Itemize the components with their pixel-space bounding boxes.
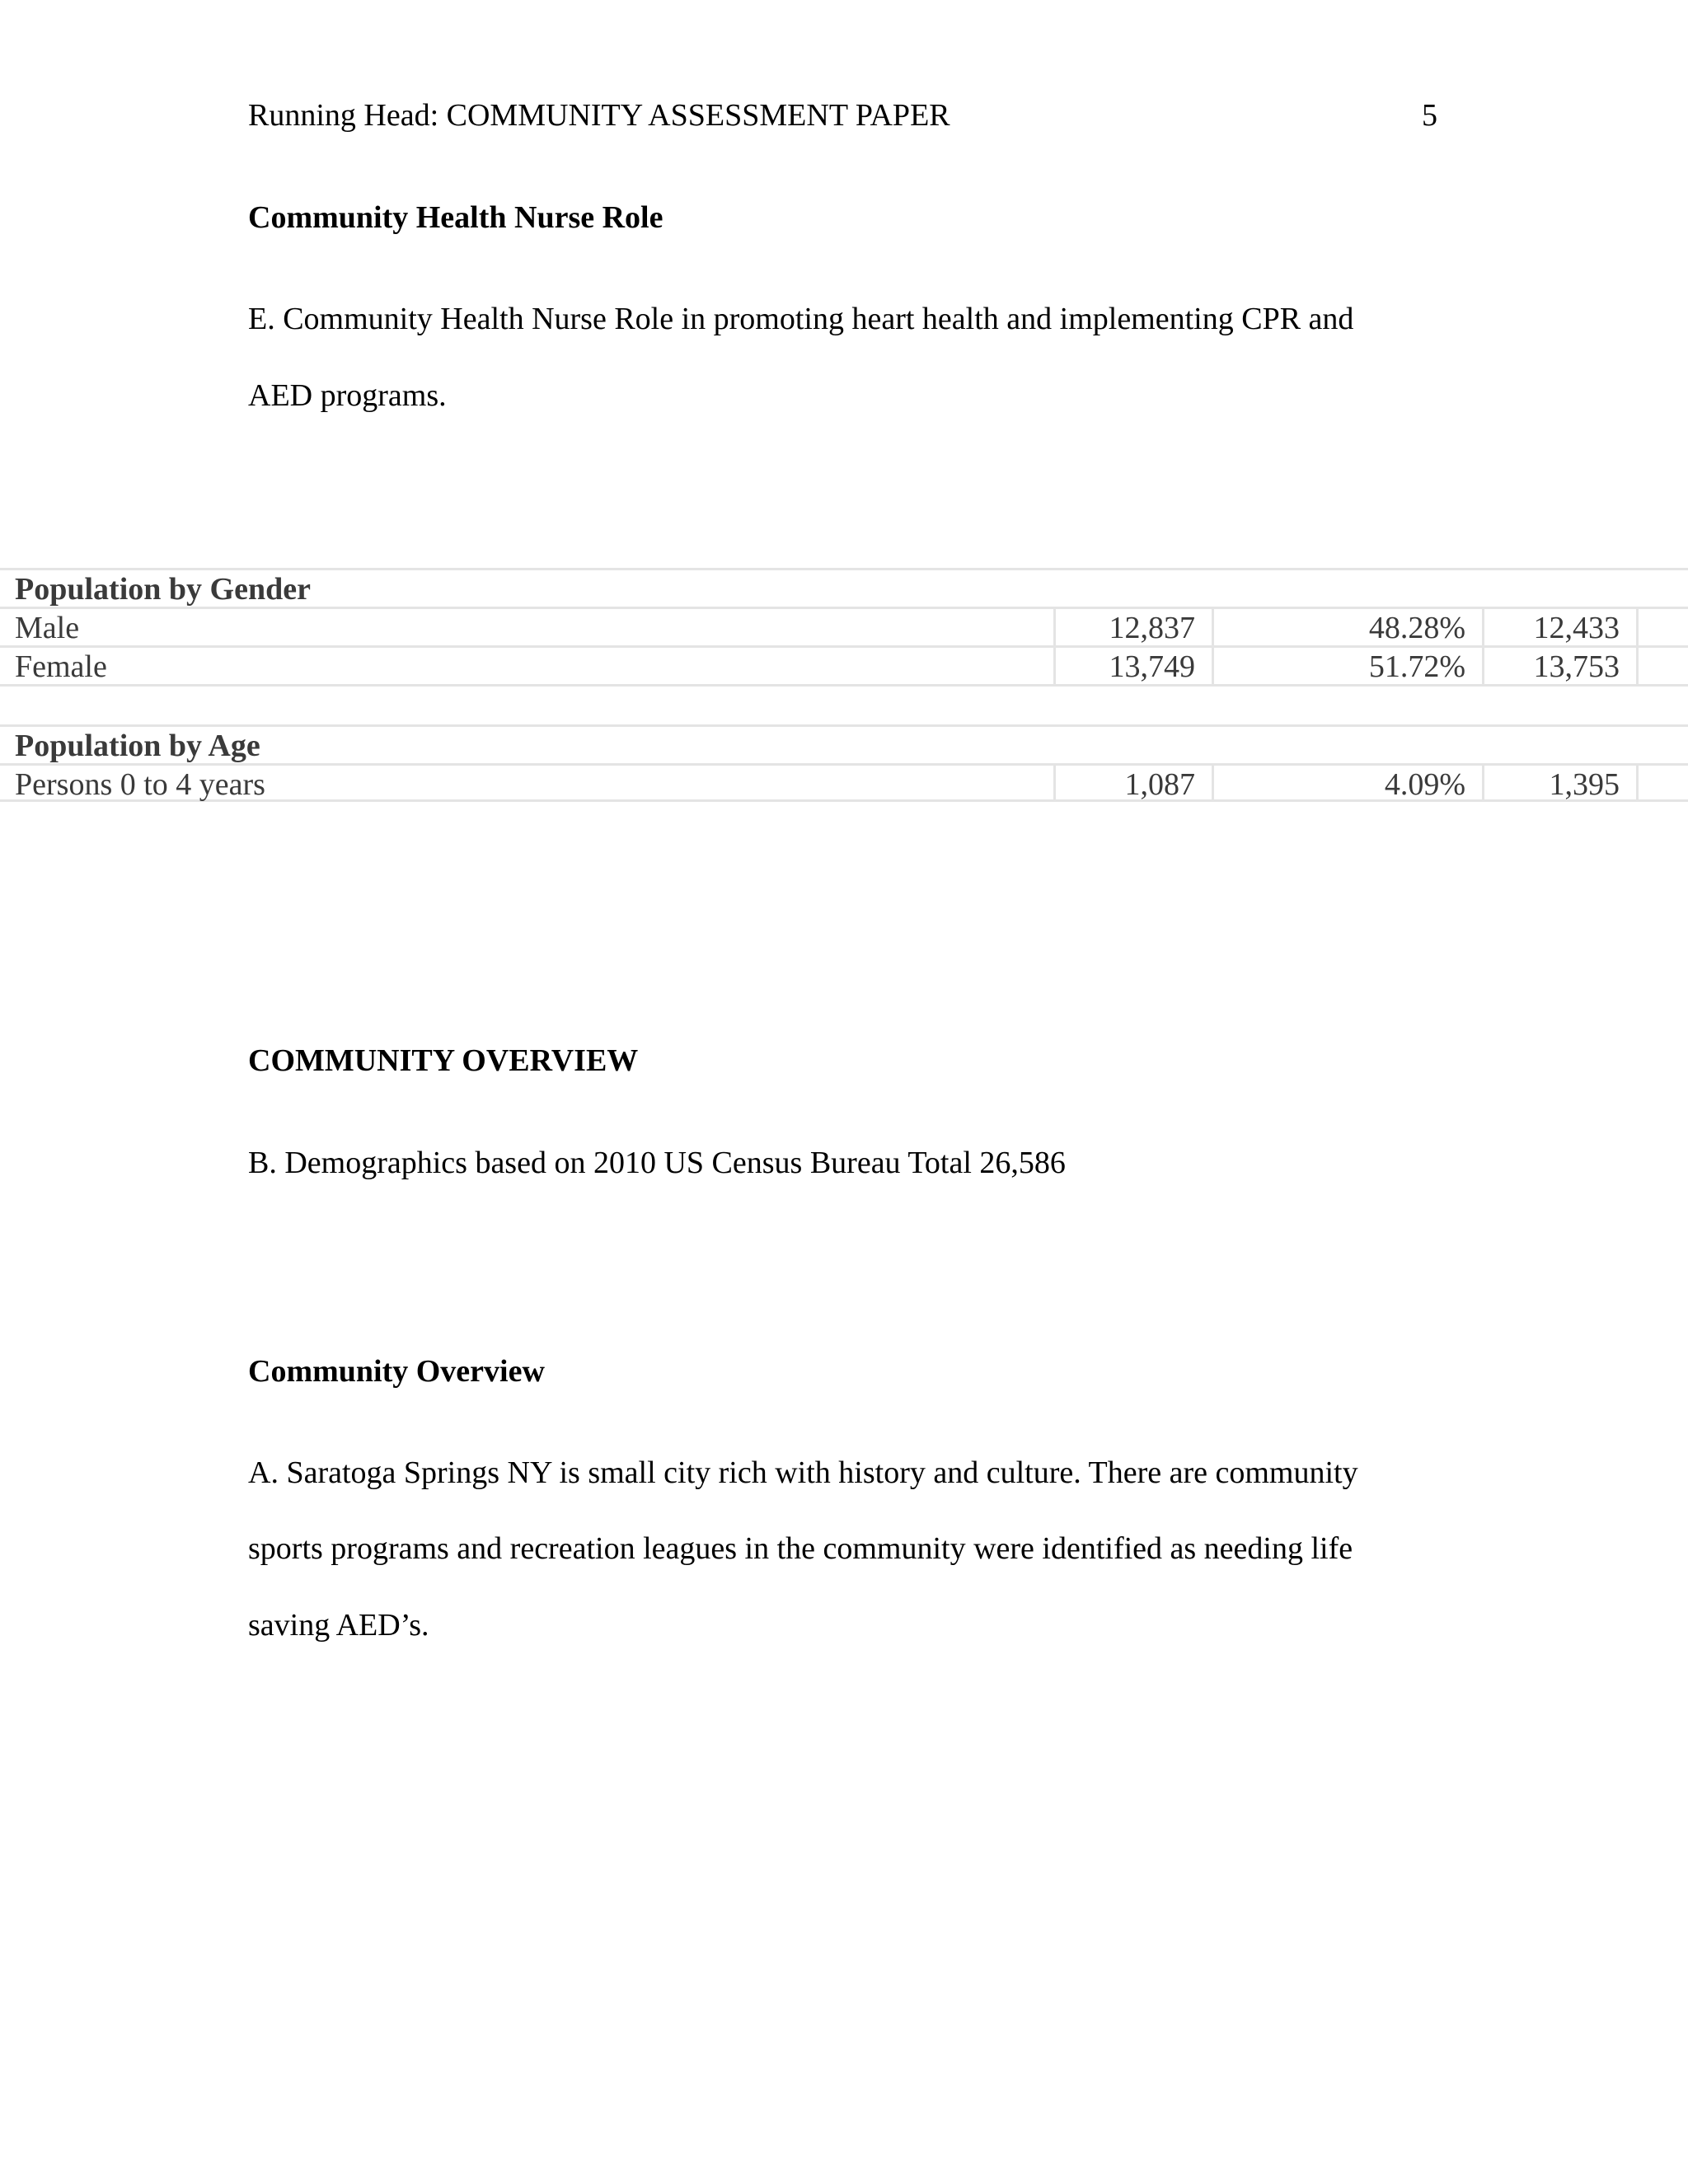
census-table: [0, 568, 1688, 802]
table-row: [0, 724, 1688, 763]
table-row: [0, 607, 1688, 645]
row-percent: 48.28%: [1212, 609, 1482, 645]
row-count-2: 13,753: [1482, 648, 1639, 684]
running-head: Running Head: COMMUNITY ASSESSMENT PAPER: [248, 98, 950, 133]
row-percent: 51.72%: [1212, 648, 1482, 684]
row-count: 12,837: [1053, 609, 1212, 645]
paragraph-nurse-role-line1: E. Community Health Nurse Role in promoting heart health and implementing CPR and: [248, 302, 1354, 336]
row-count: 1,087: [1053, 766, 1212, 799]
table-row: [0, 763, 1688, 802]
section-heading-nurse-role: Community Health Nurse Role: [248, 200, 663, 235]
table-row-empty: [0, 684, 1688, 724]
table-row: [0, 645, 1688, 684]
row-percent: 4.09%: [1212, 766, 1482, 799]
row-label: Male: [15, 611, 80, 645]
row-count-2: 1,395: [1482, 766, 1639, 799]
paragraph-demographics: B. Demographics based on 2010 US Census Bureau Total 26,586: [248, 1146, 1066, 1180]
paragraph-overview-line2: sports programs and recreation leagues in the community were identified as needing life: [248, 1531, 1353, 1566]
paragraph-overview-line1: A. Saratoga Springs NY is small city rich with history and culture. There are community: [248, 1455, 1358, 1490]
page-number: 5: [1422, 98, 1437, 133]
table-section-title-gender: Population by Gender: [15, 572, 311, 607]
table-section-title-age: Population by Age: [15, 729, 260, 763]
section-heading-community-overview-caps: COMMUNITY OVERVIEW: [248, 1043, 639, 1078]
section-heading-community-overview: Community Overview: [248, 1354, 545, 1389]
row-label: Female: [15, 649, 107, 684]
paragraph-overview-line3: saving AED’s.: [248, 1608, 429, 1643]
table-row: [0, 568, 1688, 607]
row-count: 13,749: [1053, 648, 1212, 684]
row-label: Persons 0 to 4 years: [15, 767, 265, 802]
paragraph-nurse-role-line2: AED programs.: [248, 378, 447, 413]
row-count-2: 12,433: [1482, 609, 1639, 645]
